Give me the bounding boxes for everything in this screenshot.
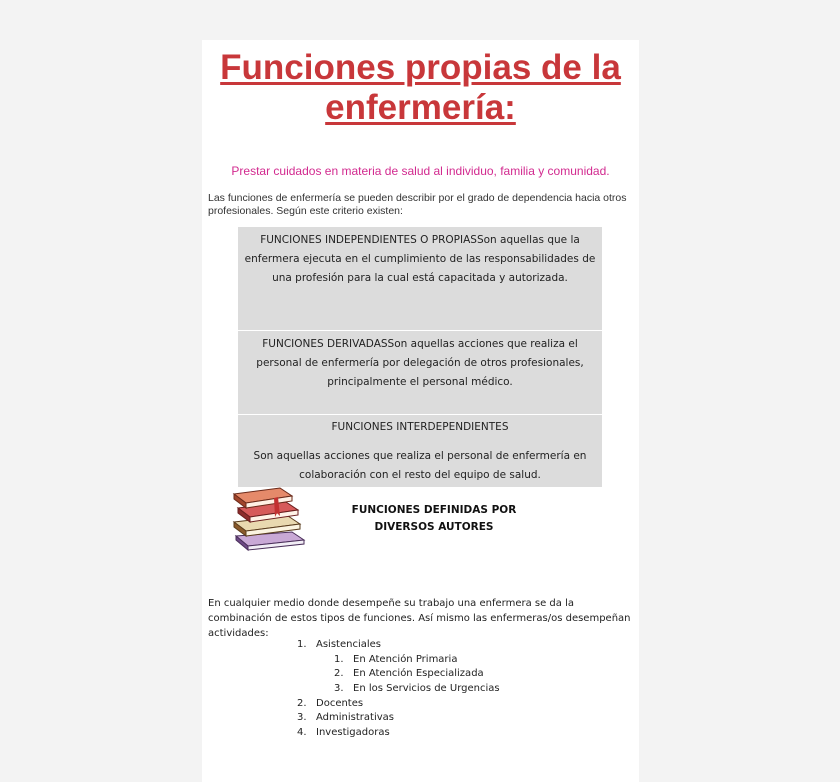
- list-item-number: 3.: [297, 712, 307, 724]
- sub-list-item: [297, 653, 597, 668]
- combination-paragraph: En cualquier medio donde desempeñe su trabajo una enfermera se da la combinación de estos tipos de funciones. Así mismo las enfermeras/os desempeñan actividades:: [208, 598, 631, 639]
- box-interdependent-text: Son aquellas acciones que realiza el personal de enfermería en colaboración con el resto del equipo de salud.: [253, 450, 587, 481]
- list-item-number: 1.: [334, 653, 344, 665]
- list-item-number: 2.: [297, 697, 307, 709]
- list-item-number: 3.: [334, 683, 344, 695]
- box-derived-functions: [238, 330, 602, 415]
- box-independent-functions: [238, 227, 602, 335]
- list-item-number: 1.: [297, 639, 307, 650]
- list-item-text: En los Servicios de Urgencias: [353, 683, 500, 695]
- list-item-text: Docentes: [316, 697, 364, 709]
- list-item: [297, 697, 597, 712]
- defined-functions-heading: FUNCIONES DEFINIDAS POR DIVERSOS AUTORES: [351, 504, 517, 533]
- list-item-text: Administrativas: [316, 712, 394, 724]
- list-item: [297, 711, 597, 726]
- box-interdependent-heading: FUNCIONES INTERDEPENDIENTES: [331, 421, 509, 433]
- intro-paragraph: Las funciones de enfermería se pueden describir por el grado de dependencia hacia otros profesionales. Según este criterio existen:: [208, 192, 627, 217]
- books-stack-icon: [230, 486, 308, 552]
- page-title: Funciones propias de la enfermería:: [220, 48, 621, 127]
- sub-list-item: [297, 667, 597, 682]
- list-item-text: En Atención Primaria: [353, 653, 458, 665]
- box-derived-text: FUNCIONES DERIVADASSon aquellas acciones que realiza el personal de enfermería por delegación de otros profesionales, principalmente el personal médico.: [256, 338, 584, 388]
- list-item-number: 4.: [297, 727, 307, 739]
- list-item: [297, 726, 597, 741]
- list-item-text: Asistenciales: [316, 639, 381, 650]
- subtitle: Prestar cuidados en materia de salud al individuo, familia y comunidad.: [231, 164, 610, 178]
- activities-list: [297, 638, 597, 741]
- sub-list-item: [297, 682, 597, 697]
- list-item-text: En Atención Especializada: [353, 668, 484, 680]
- box-interdependent-functions: [238, 414, 602, 487]
- list-item-text: Investigadoras: [316, 727, 390, 739]
- list-item: [297, 638, 597, 653]
- list-item-number: 2.: [334, 668, 344, 680]
- box-independent-text: FUNCIONES INDEPENDIENTES O PROPIASSon aquellas que la enfermera ejecuta en el cumplimiento de las responsabilidades de una profesión para la cual está capacitada y autorizada.: [244, 234, 596, 284]
- document-page: [202, 40, 639, 782]
